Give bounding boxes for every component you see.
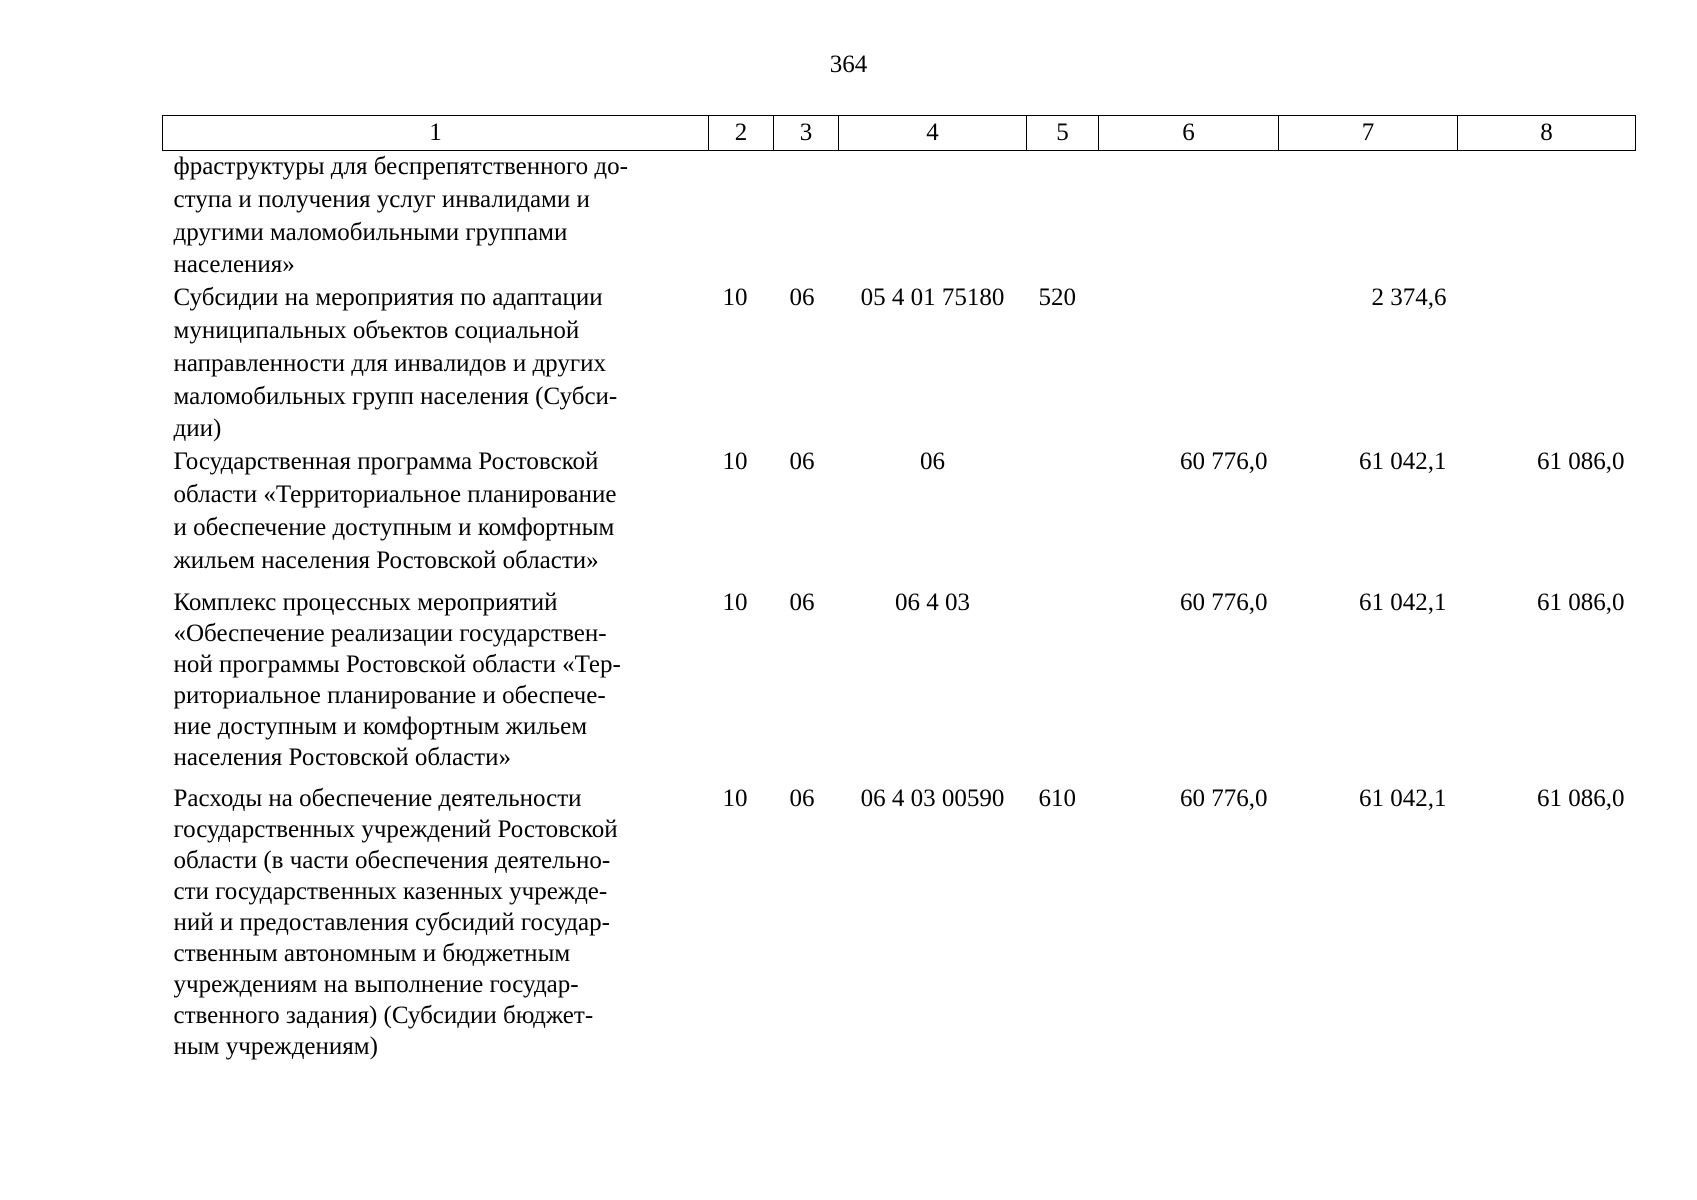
amount-col6 — [1099, 151, 1279, 283]
description-line: Комплекс процессных мероприятий — [173, 589, 558, 617]
amount-col6: 60 776,0 — [1180, 589, 1268, 617]
budget-table — [162, 115, 1636, 1062]
column-header: 8 — [1458, 116, 1636, 151]
section-code: 10 — [722, 284, 748, 312]
table-row — [163, 783, 1636, 1062]
amount-col8: 61 086,0 — [1537, 785, 1625, 813]
description-line: Расходы на обеспечение деятельности — [173, 785, 582, 813]
section-code: 10 — [722, 448, 748, 476]
amount-col7: 61 042,1 — [1359, 589, 1447, 617]
description-line: и обеспечение доступным и комфортным — [173, 513, 615, 541]
description-line: населения» — [173, 251, 295, 279]
description-line: дии) — [173, 415, 222, 443]
target-article-code: 06 — [920, 448, 945, 476]
amount-col7 — [1279, 151, 1458, 283]
description-line: области (в части обеспечения деятельно- — [173, 847, 611, 875]
amount-col8 — [1458, 151, 1636, 283]
description-line: ступа и получения услуг инвалидами и — [173, 185, 590, 213]
description-line: ной программы Ростовской области «Тер- — [173, 651, 621, 679]
row-description — [163, 783, 709, 1062]
expense-type-code — [1027, 587, 1099, 783]
subsection-code: 06 — [789, 448, 815, 476]
section-code: 10 — [722, 785, 748, 813]
description-line: направленности для инвалидов и других — [173, 349, 606, 377]
description-line: фраструктуры для беспрепятственного до- — [173, 153, 628, 180]
description-line: государственных учреждений Ростовской — [173, 816, 618, 844]
amount-col7: 61 042,1 — [1359, 448, 1447, 476]
description-line: населения Ростовской области» — [173, 744, 511, 772]
amount-col8: 61 086,0 — [1537, 589, 1625, 617]
description-line: области «Территориальное планирование — [173, 480, 617, 508]
description-line: маломобильных групп населения (Субси- — [173, 382, 618, 410]
description-line: «Обеспечение реализации государствен- — [173, 620, 607, 648]
column-header: 7 — [1279, 116, 1458, 151]
target-article-code: 06 4 03 00590 — [860, 785, 1005, 813]
description-line: сти государственных казенных учрежде- — [173, 878, 608, 906]
description-line: ний и предоставления субсидий государ- — [173, 909, 610, 937]
description-line: муниципальных объектов социальной — [173, 316, 580, 344]
target-article-code: 06 4 03 — [895, 589, 970, 617]
description-line: ным учреждениям) — [173, 1033, 378, 1061]
table-row — [163, 282, 1636, 446]
amount-col6: 60 776,0 — [1180, 785, 1268, 813]
expense-type-code — [1027, 151, 1099, 283]
description-line: учреждениям на выполнение государ- — [173, 971, 579, 999]
row-description — [163, 151, 709, 283]
subsection-code: 06 — [789, 284, 815, 312]
description-line: ственного задания) (Субсидии бюджет- — [173, 1002, 594, 1030]
subsection-code — [774, 151, 839, 283]
row-description — [163, 446, 709, 587]
amount-col8: 61 086,0 — [1537, 448, 1625, 476]
column-header: 4 — [839, 116, 1027, 151]
subsection-code: 06 — [789, 785, 815, 813]
target-article-code — [839, 151, 1027, 283]
column-header: 5 — [1027, 116, 1099, 151]
expense-type-code: 610 — [1038, 785, 1076, 813]
description-line: другими маломобильными группами — [173, 218, 568, 246]
row-description — [163, 282, 709, 446]
expense-type-code — [1027, 446, 1099, 587]
section-code — [709, 151, 774, 283]
description-line: ственным автономным и бюджетным — [173, 940, 571, 968]
page-number: 364 — [829, 51, 868, 78]
description-line: жильем населения Ростовской области» — [173, 546, 599, 574]
description-line: риториальное планирование и обеспече- — [173, 682, 606, 710]
column-header: 2 — [709, 116, 774, 151]
table-row — [163, 587, 1636, 783]
description-line: Субсидии на мероприятия по адаптации — [173, 284, 603, 312]
description-line: Государственная программа Ростовской — [173, 448, 599, 476]
row-description — [163, 587, 709, 783]
target-article-code: 05 4 01 75180 — [860, 284, 1005, 312]
expense-type-code: 520 — [1038, 284, 1076, 312]
column-header: 1 — [163, 116, 709, 151]
amount-col7: 61 042,1 — [1359, 785, 1447, 813]
column-header: 3 — [774, 116, 839, 151]
column-header: 6 — [1099, 116, 1279, 151]
description-line: ние доступным и комфортным жильем — [173, 713, 588, 741]
table-row — [163, 446, 1636, 587]
table-header-row — [163, 116, 1636, 151]
subsection-code: 06 — [789, 589, 815, 617]
amount-col8 — [1458, 282, 1636, 446]
amount-col6: 60 776,0 — [1180, 448, 1268, 476]
amount-col7: 2 374,6 — [1371, 284, 1447, 312]
amount-col6 — [1099, 282, 1279, 446]
section-code: 10 — [722, 589, 748, 617]
table-row — [163, 151, 1636, 283]
